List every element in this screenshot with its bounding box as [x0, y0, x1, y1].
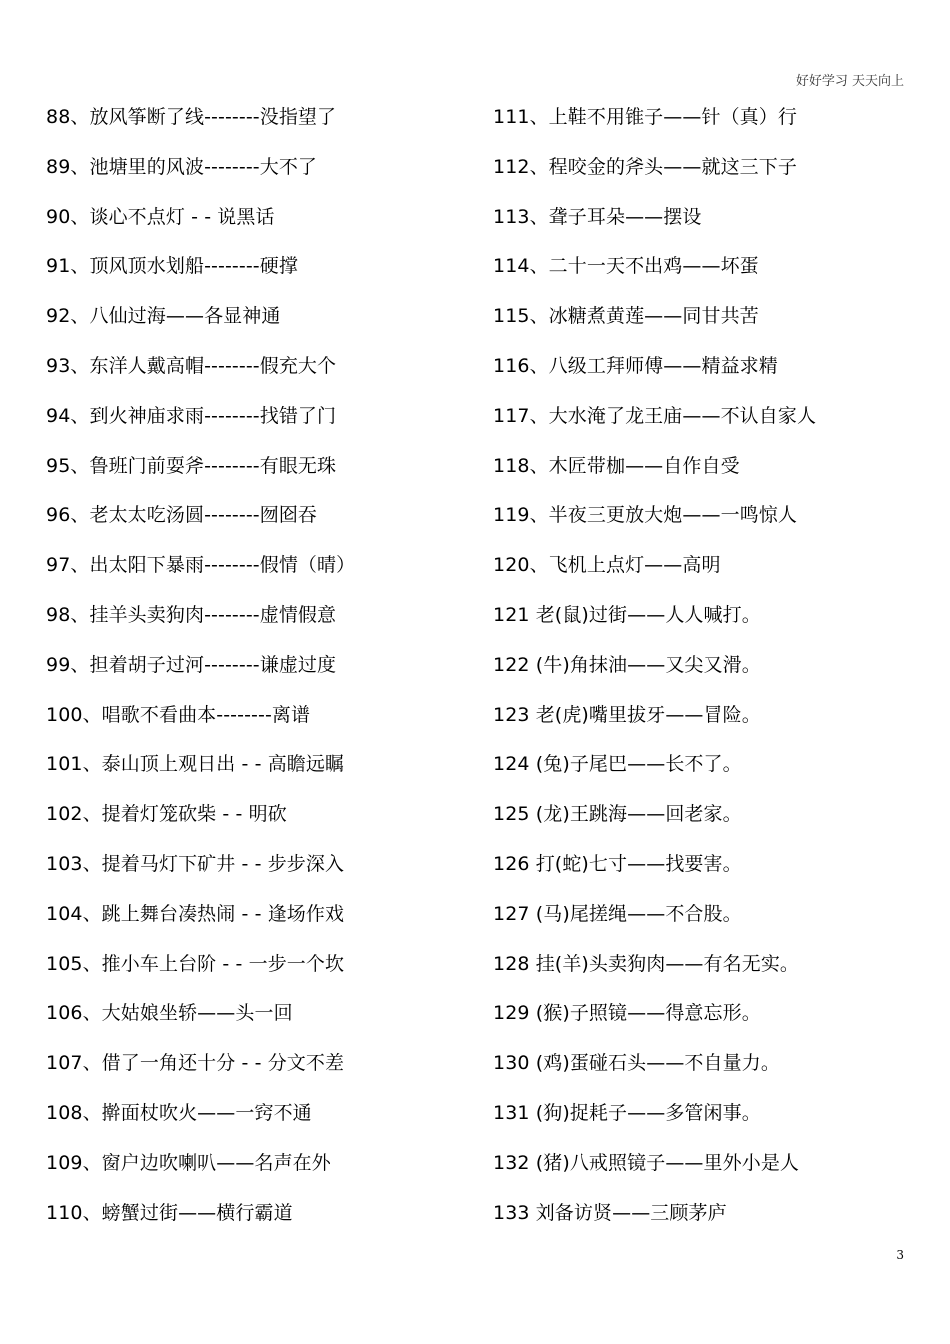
list-item: 103、提着马灯下矿井 - - 步步深入 — [46, 852, 345, 875]
list-item: 118、木匠带枷——自作自受 — [493, 454, 740, 477]
list-item: 88、放风筝断了线--------没指望了 — [46, 106, 337, 128]
left-column — [46, 97, 466, 1242]
list-item: 119、半夜三更放大炮——一鸣惊人 — [493, 504, 797, 527]
list-item: 132 (猪)八戒照镜子——里外小是人 — [493, 1151, 800, 1174]
list-item: 100、唱歌不看曲本--------离谱 — [46, 703, 311, 726]
list-item: 123 老(虎)嘴里拔牙——冒险。 — [493, 703, 761, 726]
list-item: 125 (龙)王跳海——回老家。 — [493, 803, 742, 826]
list-item: 105、推小车上台阶 - - 一步一个坎 — [46, 952, 345, 975]
list-item: 99、担着胡子过河--------谦虚过度 — [46, 653, 337, 676]
list-item: 97、出太阳下暴雨--------假情（晴） — [46, 554, 356, 577]
list-item: 126 打(蛇)七寸——找要害。 — [493, 852, 742, 875]
list-item: 129 (猴)子照镜——得意忘形。 — [493, 1002, 761, 1025]
list-item: 124 (兔)子尾巴——长不了。 — [493, 753, 742, 776]
list-item: 102、提着灯笼砍柴 - - 明砍 — [46, 803, 287, 826]
list-item: 101、泰山顶上观日出 - - 高瞻远瞩 — [46, 753, 345, 776]
list-item: 96、老太太吃汤圆--------囫囵吞 — [46, 504, 318, 527]
list-item: 107、借了一角还十分 - - 分文不差 — [46, 1052, 345, 1075]
list-item: 94、到火神庙求雨--------找错了门 — [46, 404, 337, 427]
list-item: 111、上鞋不用锥子——针（真）行 — [493, 106, 797, 128]
list-item: 93、东洋人戴高帽--------假充大个 — [46, 354, 337, 377]
list-item: 95、鲁班门前耍斧--------有眼无珠 — [46, 454, 337, 477]
list-item: 116、八级工拜师傅——精益求精 — [493, 354, 778, 377]
list-item: 92、八仙过海——各显神通 — [46, 305, 281, 328]
list-item: 115、冰糖煮黄莲——同甘共苦 — [493, 305, 759, 328]
list-item: 89、池塘里的风波--------大不了 — [46, 155, 318, 178]
list-item: 122 (牛)角抹油——又尖又滑。 — [493, 653, 761, 676]
list-item: 121 老(鼠)过街——人人喊打。 — [493, 603, 761, 626]
page-header: 好好学习 天天向上 — [795, 74, 904, 89]
list-item: 130 (鸡)蛋碰石头——不自量力。 — [493, 1052, 780, 1075]
list-item: 110、螃蟹过街——横行霸道 — [46, 1201, 293, 1224]
list-item: 120、飞机上点灯——高明 — [493, 554, 721, 577]
list-item: 112、程咬金的斧头——就这三下子 — [493, 155, 797, 178]
list-item: 108、擀面杖吹火——一窍不通 — [46, 1101, 312, 1124]
page-number: 3 — [896, 1248, 904, 1262]
list-item: 98、挂羊头卖狗肉--------虚情假意 — [46, 603, 337, 626]
list-item: 117、大水淹了龙王庙——不认自家人 — [493, 404, 817, 427]
list-item: 109、窗户边吹喇叭——名声在外 — [46, 1151, 331, 1174]
list-item: 131 (狗)捉耗子——多管闲事。 — [493, 1101, 761, 1124]
list-item: 127 (马)尾搓绳——不合股。 — [493, 902, 742, 925]
list-item: 91、顶风顶水划船--------硬撑 — [46, 255, 298, 278]
list-item: 133 刘备访贤——三顾茅庐 — [493, 1201, 727, 1224]
list-item: 106、大姑娘坐轿——头一回 — [46, 1002, 293, 1025]
list-item: 114、二十一天不出鸡——坏蛋 — [493, 255, 759, 278]
right-column — [493, 97, 913, 1242]
list-item: 113、聋子耳朵——摆设 — [493, 205, 702, 228]
list-item: 128 挂(羊)头卖狗肉——有名无实。 — [493, 952, 800, 975]
list-item: 90、谈心不点灯 - - 说黑话 — [46, 205, 275, 228]
list-item: 104、跳上舞台凑热闹 - - 逢场作戏 — [46, 902, 345, 925]
